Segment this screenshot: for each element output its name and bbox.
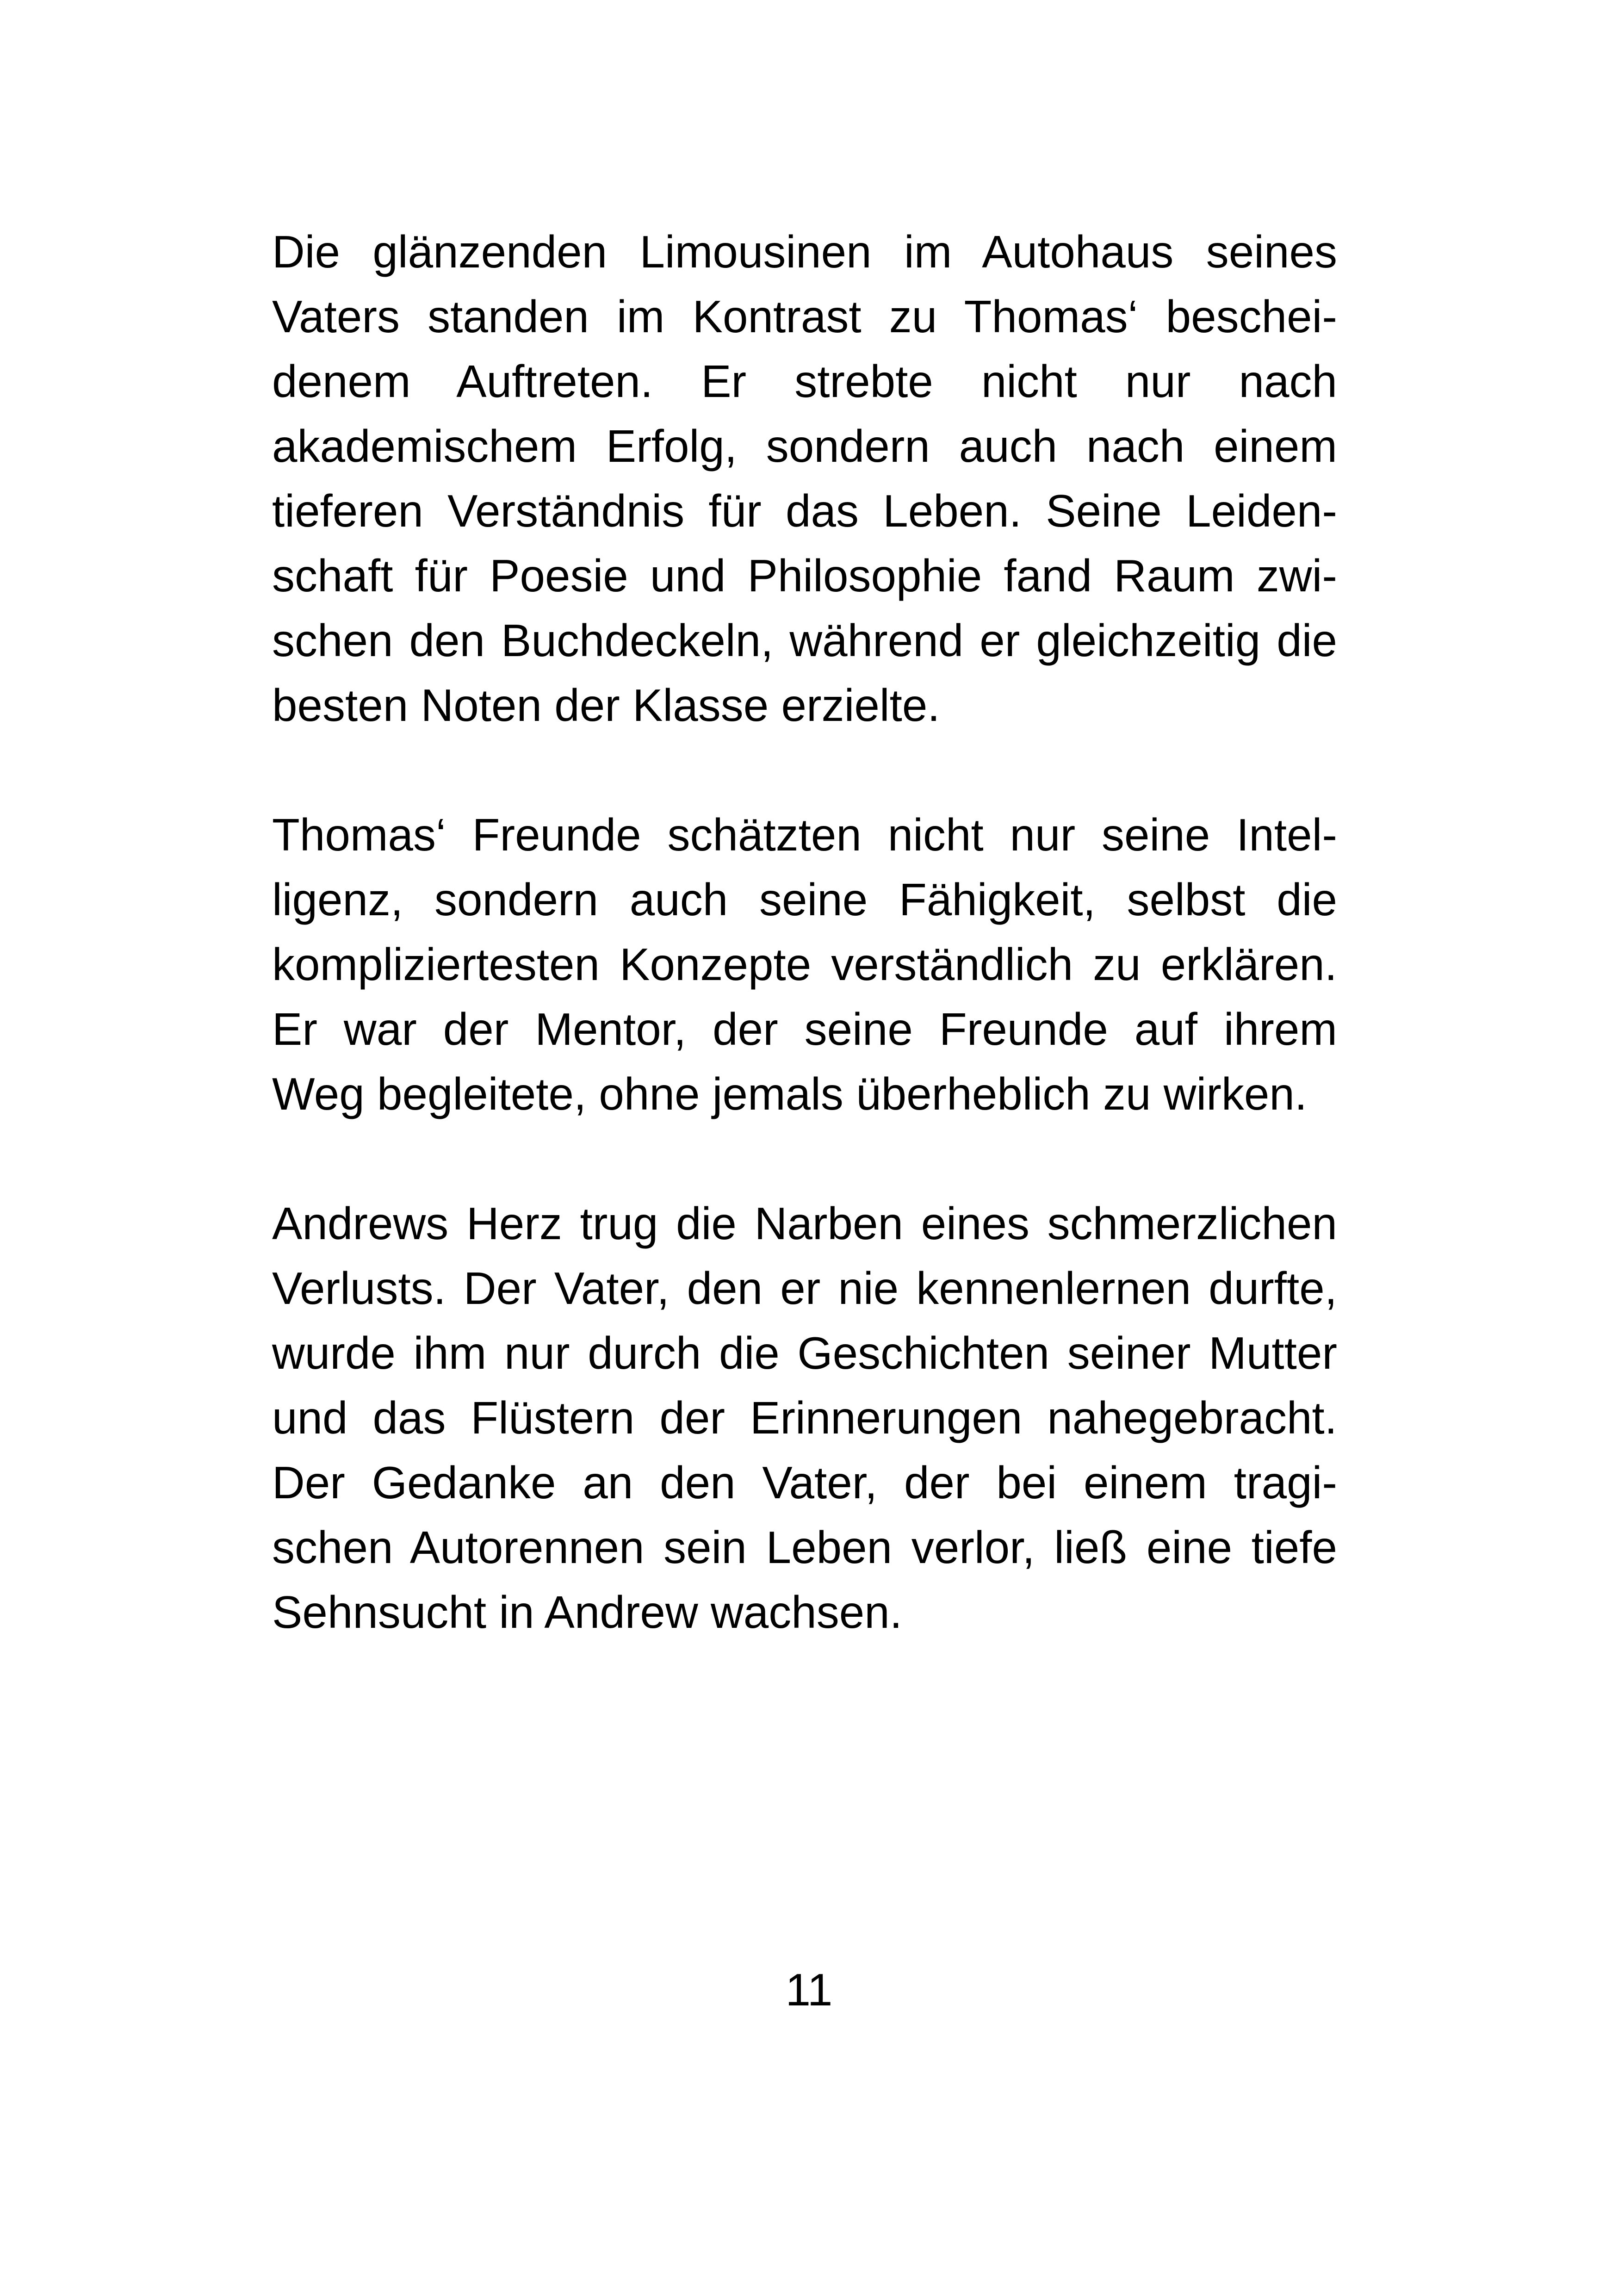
text-line: wurde ihm nur durch die Geschichten seiner Mutter <box>272 1328 1337 1378</box>
paragraph-2 <box>272 802 1337 1126</box>
text-line: und das Flüstern der Erinnerungen nahegebracht. <box>272 1392 1337 1443</box>
text-line: Der Gedanke an den Vater, der bei einem tragi- <box>272 1457 1337 1508</box>
text-line: schaft für Poesie und Philosophie fand Raum zwi- <box>272 550 1337 601</box>
paragraph-3 <box>272 1191 1337 1644</box>
text-line: Andrews Herz trug die Narben eines schmerzlichen <box>272 1198 1337 1249</box>
paragraph-1 <box>272 219 1337 738</box>
text-line: Die glänzenden Limousinen im Autohaus seines <box>272 226 1337 277</box>
text-line: denem Auftreten. Er strebte nicht nur nach <box>272 356 1337 407</box>
text-line: Sehnsucht in Andrew wachsen. <box>272 1587 902 1638</box>
text-line: besten Noten der Klasse erzielte. <box>272 680 940 731</box>
text-line: Verlusts. Der Vater, den er nie kennenlernen durfte, <box>272 1263 1337 1314</box>
text-line: tieferen Verständnis für das Leben. Seine Leiden- <box>272 485 1337 536</box>
text-line: schen den Buchdeckeln, während er gleichzeitig die <box>272 615 1337 666</box>
text-line: Er war der Mentor, der seine Freunde auf ihrem <box>272 1004 1337 1055</box>
body-text <box>272 219 1337 1644</box>
text-line: Weg begleitete, ohne jemals überheblich zu wirken. <box>272 1068 1308 1119</box>
text-line: ligenz, sondern auch seine Fähigkeit, selbst die <box>272 874 1337 925</box>
text-line: schen Autorennen sein Leben verlor, ließ eine tiefe <box>272 1522 1337 1573</box>
page-number: 11 <box>785 1964 833 2015</box>
text-line: kompliziertesten Konzepte verständlich zu erklären. <box>272 939 1337 990</box>
text-line: Thomas‘ Freunde schätzten nicht nur seine Intel- <box>272 809 1337 860</box>
text-line: akademischem Erfolg, sondern auch nach einem <box>272 421 1337 472</box>
text-line: Vaters standen im Kontrast zu Thomas‘ beschei- <box>272 291 1337 342</box>
